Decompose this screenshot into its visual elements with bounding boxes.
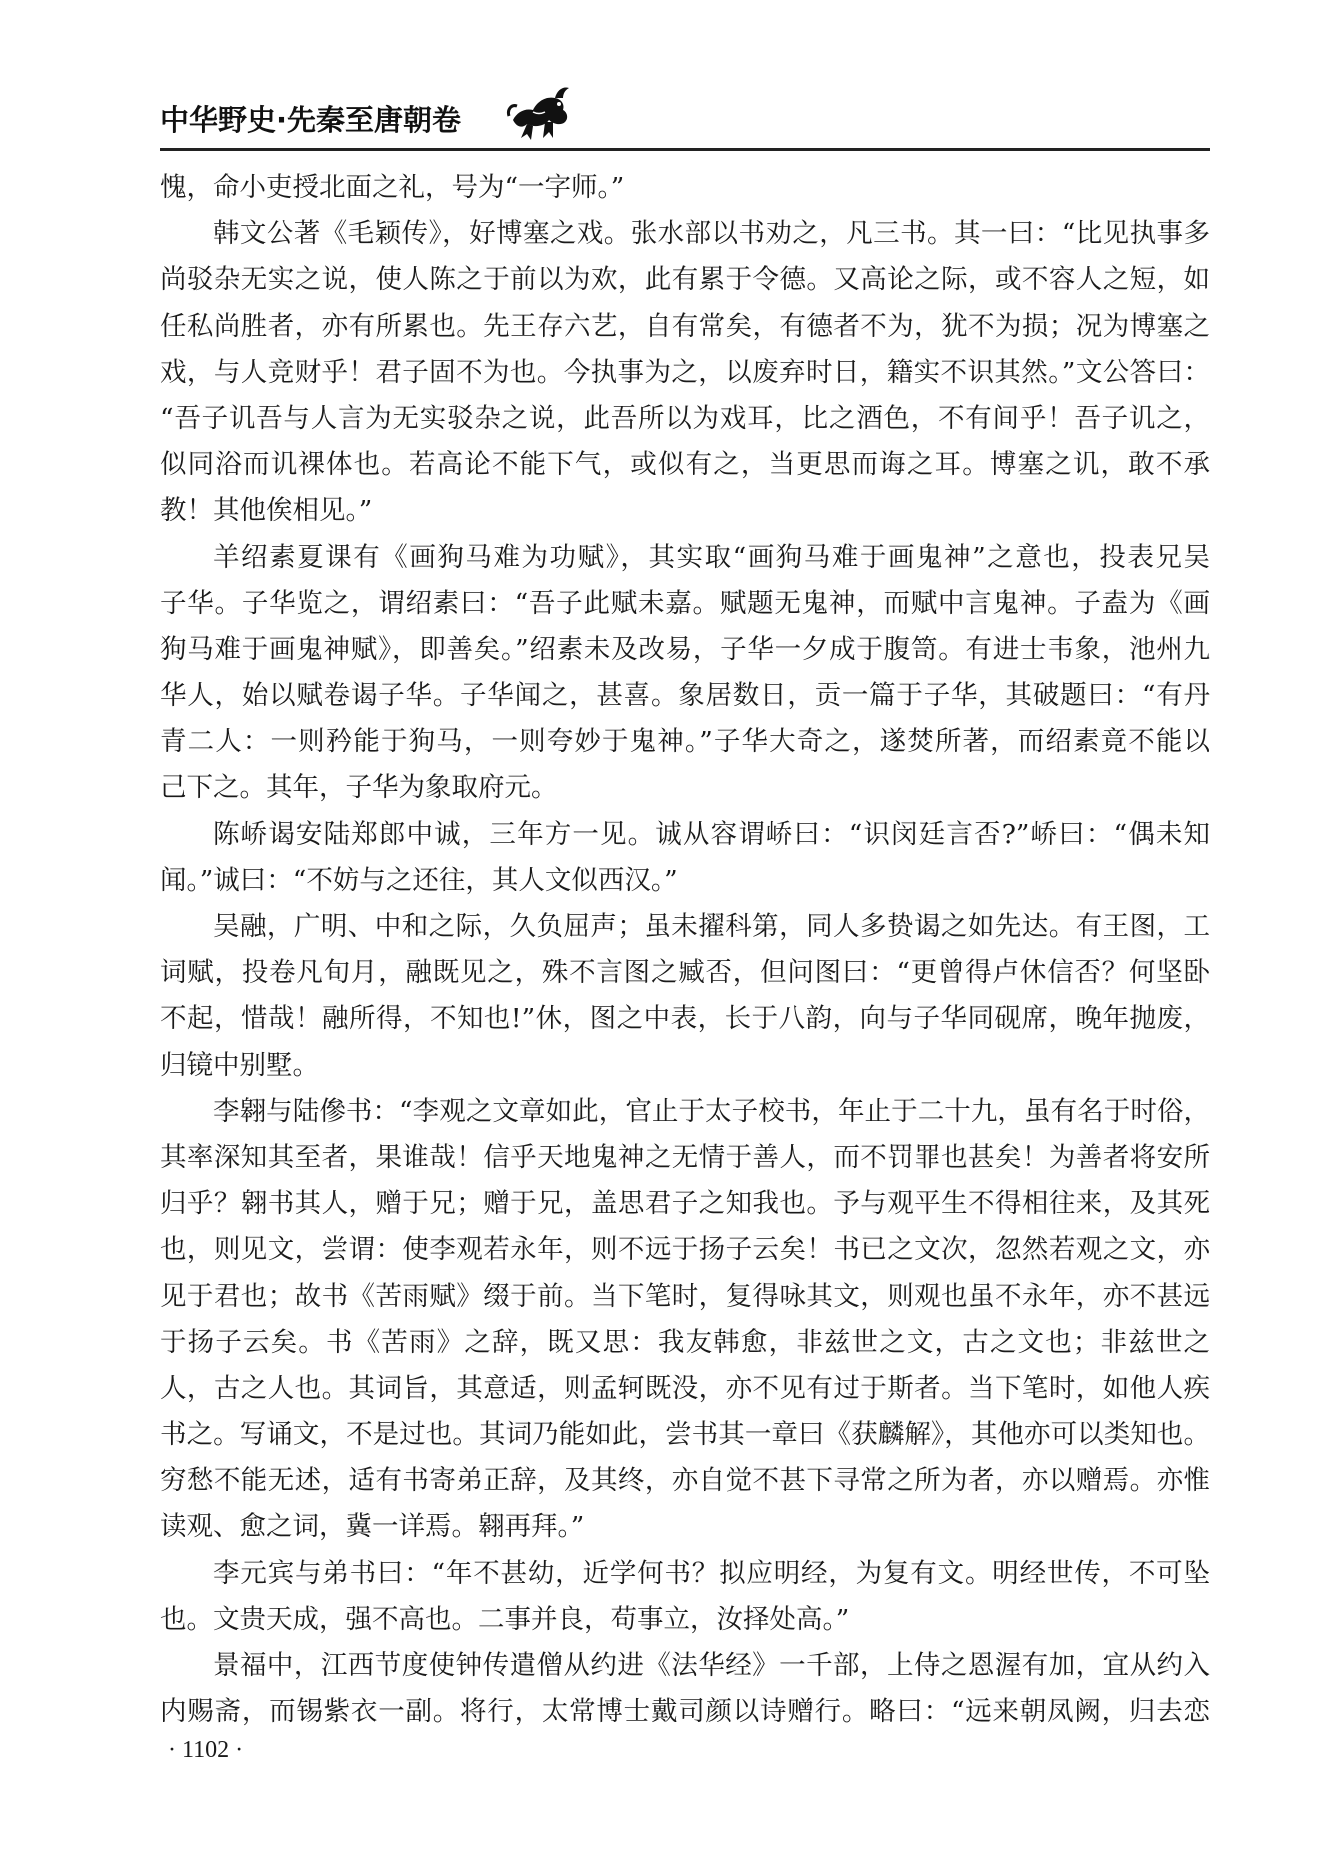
text-line: 其率深知其至者，果谁哉！信乎天地鬼神之无情于善人，而不罚罪也甚矣！为善者将安所	[160, 1141, 1210, 1173]
text-line: 吴融，广明、中和之际，久负屈声；虽未擢科第，同人多贽谒之如先达。有王图，工	[213, 911, 1210, 942]
text-line: 读观、愈之词，冀一详焉。翱再拜。”	[160, 1511, 585, 1543]
header-title: 中华野史·先秦至唐朝卷	[160, 103, 462, 137]
text-line: “吾子讥吾与人言为无实驳杂之说，此吾所以为戏耳，比之酒色，不有间乎！吾子讥之，	[160, 402, 1210, 434]
text-line: 景福中，江西节度使钟传遣僧从约进《法华经》一千部，上侍之恩渥有加，宜从约入	[213, 1650, 1210, 1681]
text-line: 归镜中别墅。	[160, 1049, 319, 1081]
body-text	[160, 165, 1210, 1735]
text-line: 教！其他俟相见。”	[160, 495, 373, 527]
text-line: 穷愁不能无述，适有书寄弟正辞，及其终，亦自觉不甚下寻常之所为者，亦以赠焉。亦惟	[160, 1465, 1210, 1497]
text-line: 尚驳杂无实之说，使人陈之于前以为欢，此有累于令德。又高论之际，或不容人之短，如	[160, 264, 1210, 296]
text-line: 华人，始以赋卷谒子华。子华闻之，甚喜。象居数日，贡一篇于子华，其破题曰：“有丹	[160, 680, 1210, 712]
text-line: 书之。写诵文，不是过也。其词乃能如此，尝书其一章曰《获麟解》，其他亦可以类知也。	[160, 1419, 1210, 1451]
text-line: 韩文公著《毛颖传》，好博塞之戏。张水部以书劝之，凡三书。其一曰：“比见执事多	[213, 218, 1210, 250]
text-line: 任私尚胜者，亦有所累也。先王存六艺，自有常矣，有德者不为，犹不为损；况为博塞之	[160, 310, 1210, 342]
text-line: 己下之。其年，子华为象取府元。	[160, 772, 558, 804]
text-line: 戏，与人竞财乎！君子固不为也。今执事为之，以废弃时日，籍实不识其然。”文公答曰：	[160, 356, 1210, 388]
header-rule	[160, 148, 1210, 151]
dragon-emblem-icon	[505, 82, 575, 144]
text-line: 不起，惜哉！融所得，不知也!”休，图之中表，长于八韵，向与子华同砚席，晚年抛废，	[160, 1003, 1210, 1035]
text-line: 闻。”诚曰：“不妨与之还往，其人文似西汉。”	[160, 864, 678, 896]
text-line: 见于君也；故书《苦雨赋》缀于前。当下笔时，复得咏其文，则观也虽不永年，亦不甚远	[160, 1280, 1210, 1312]
text-line: 归乎？翱书其人，赠于兄；赠于兄，盖思君子之知我也。予与观平生不得相往来，及其死	[160, 1188, 1210, 1220]
text-line: 羊绍素夏课有《画狗马难为功赋》，其实取“画狗马难于画鬼神”之意也，投表兄吴	[213, 541, 1210, 573]
text-line: 于扬子云矣。书《苦雨》之辞，既又思：我友韩愈，非兹世之文，古之文也；非兹世之	[160, 1326, 1210, 1358]
text-line: 也。文贵天成，强不高也。二事并良，苟事立，汝择处高。”	[160, 1603, 850, 1635]
running-header	[160, 90, 580, 150]
text-line: 李翱与陆傪书：“李观之文章如此，官止于太子校书，年止于二十九，虽有名于时俗，	[213, 1095, 1210, 1127]
text-line: 狗马难于画鬼神赋》，即善矣。”绍素未及改易，子华一夕成于腹笥。有进士韦象，池州九	[160, 633, 1210, 665]
text-line: 愧，命小吏授北面之礼，号为“一字师。”	[160, 172, 625, 203]
text-line: 子华。子华览之，谓绍素曰：“吾子此赋未嘉。赋题无鬼神，而赋中言鬼神。子盍为《画	[160, 587, 1210, 619]
page-number: · 1102 ·	[168, 1737, 244, 1763]
text-line: 青二人：一则矜能于狗马，一则夸妙于鬼神。”子华大奇之，遂焚所著，而绍素竟不能以	[160, 726, 1210, 758]
text-line: 内赐斋，而锡紫衣一副。将行，太常博士戴司颜以诗赠行。略曰：“远来朝凤阙，归去恋	[160, 1696, 1210, 1728]
text-line: 人，古之人也。其词旨，其意适，则孟轲既没，亦不见有过于斯者。当下笔时，如他人疾	[160, 1372, 1210, 1404]
text-line: 词赋，投卷凡旬月，融既见之，殊不言图之臧否，但问图曰：“更曾得卢休信否？何坚卧	[160, 957, 1210, 989]
text-line: 也，则见文，尝谓：使李观若永年，则不远于扬子云矣！书已之文次，忽然若观之文，亦	[160, 1234, 1210, 1266]
text-line: 陈峤谒安陆郑郎中诚，三年方一见。诚从容谓峤曰：“识闵廷言否?”峤曰：“偶未知	[213, 818, 1210, 850]
text-line: 似同浴而讥裸体也。若高论不能下气，或似有之，当更思而诲之耳。博塞之讥，敢不承	[160, 449, 1210, 481]
text-line: 李元宾与弟书曰：“年不甚幼，近学何书？拟应明经，为复有文。明经世传，不可坠	[213, 1557, 1210, 1589]
